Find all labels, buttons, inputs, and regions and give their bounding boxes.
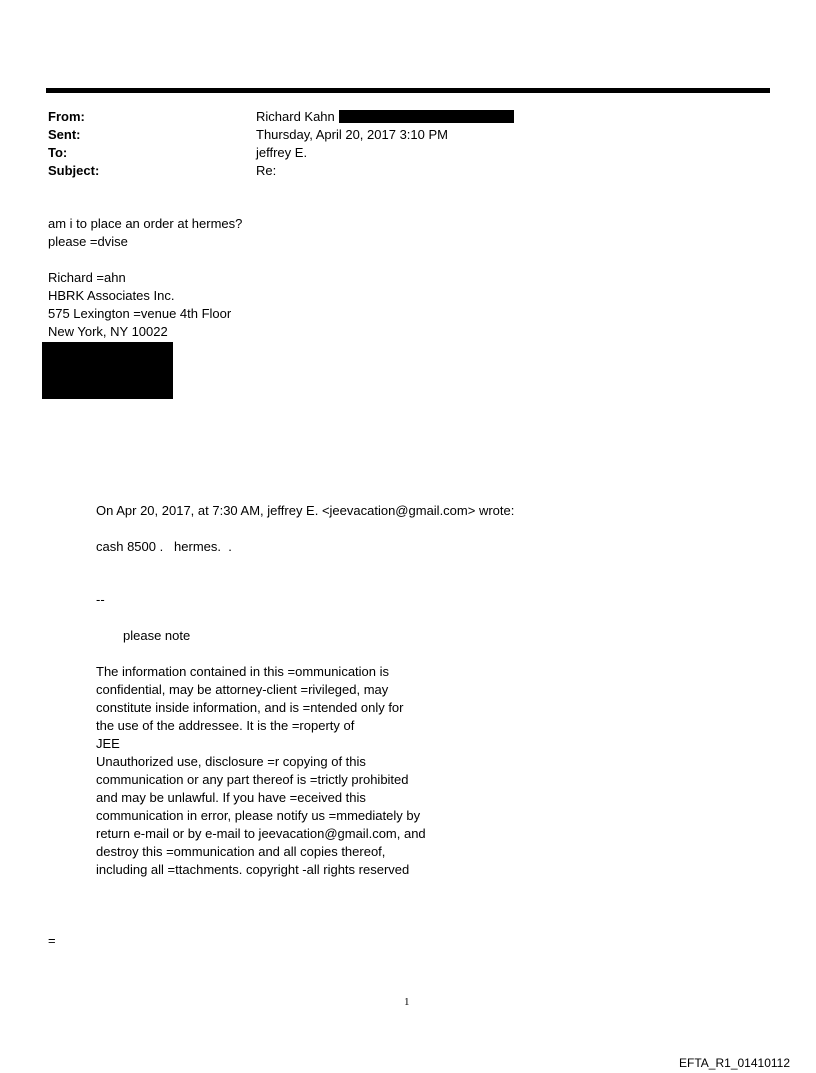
disclaimer-line: JEE xyxy=(96,736,120,751)
body-line: am i to place an order at hermes? xyxy=(48,216,243,231)
disclaimer-line: confidential, may be attorney-client =rivileged, may xyxy=(96,682,389,697)
from-name: Richard Kahn xyxy=(256,109,335,124)
disclaimer-line: communication or any part thereof is =trictly prohibited xyxy=(96,772,409,787)
bates-number: EFTA_R1_01410112 xyxy=(679,1056,790,1070)
signature-city: New York, NY 10022 xyxy=(48,324,168,339)
quoted-message xyxy=(96,538,232,556)
disclaimer-line: the use of the addressee. It is the =roperty of xyxy=(96,718,355,733)
body-line: please =dvise xyxy=(48,234,128,249)
quoted-intro-text: On Apr 20, 2017, at 7:30 AM, jeffrey E. <jeevacation@gmail.com> wrote: xyxy=(96,503,515,518)
sent-label: Sent: xyxy=(48,127,81,142)
quoted-note xyxy=(123,627,190,645)
separator-text: -- xyxy=(96,592,105,607)
from-row xyxy=(48,108,748,126)
redaction-email xyxy=(339,110,514,123)
disclaimer-line: destroy this =ommunication and all copies thereof, xyxy=(96,844,386,859)
disclaimer xyxy=(96,663,426,879)
subject-value: Re: xyxy=(256,163,277,178)
disclaimer-line: including all =ttachments. copyright -all rights reserved xyxy=(96,862,410,877)
disclaimer-line: communication in error, please notify us =mmediately by xyxy=(96,808,421,823)
disclaimer-line: return e-mail or by e-mail to jeevacation@gmail.com, and xyxy=(96,826,426,841)
trailing-equals xyxy=(48,932,56,950)
signature-name: Richard =ahn xyxy=(48,270,126,285)
to-row xyxy=(48,144,748,162)
quoted-intro xyxy=(96,502,514,520)
disclaimer-line: constitute inside information, and is =ntended only for xyxy=(96,700,404,715)
disclaimer-line: and may be unlawful. If you have =eceived this xyxy=(96,790,366,805)
signature xyxy=(48,269,231,341)
from-label: From: xyxy=(48,109,85,124)
page-number: 1 xyxy=(404,996,410,1008)
disclaimer-line: Unauthorized use, disclosure =r copying of this xyxy=(96,754,366,769)
email-header xyxy=(48,108,748,180)
subject-row xyxy=(48,162,748,180)
to-value: jeffrey E. xyxy=(256,145,308,160)
message-body xyxy=(48,215,242,251)
signature-company: HBRK Associates Inc. xyxy=(48,288,175,303)
sent-row xyxy=(48,126,748,144)
quoted-message-text: cash 8500 . hermes. . xyxy=(96,539,232,554)
note-text: please note xyxy=(123,628,191,643)
equals-text: = xyxy=(48,933,56,948)
signature-address: 575 Lexington =venue 4th Floor xyxy=(48,306,232,321)
redaction-block xyxy=(42,342,173,399)
from-value xyxy=(256,108,514,126)
subject-label: Subject: xyxy=(48,163,100,178)
disclaimer-line: The information contained in this =ommunication is xyxy=(96,664,390,679)
quoted-separator xyxy=(96,591,105,609)
header-rule xyxy=(46,88,770,93)
sent-value: Thursday, April 20, 2017 3:10 PM xyxy=(256,127,448,142)
to-label: To: xyxy=(48,145,68,160)
